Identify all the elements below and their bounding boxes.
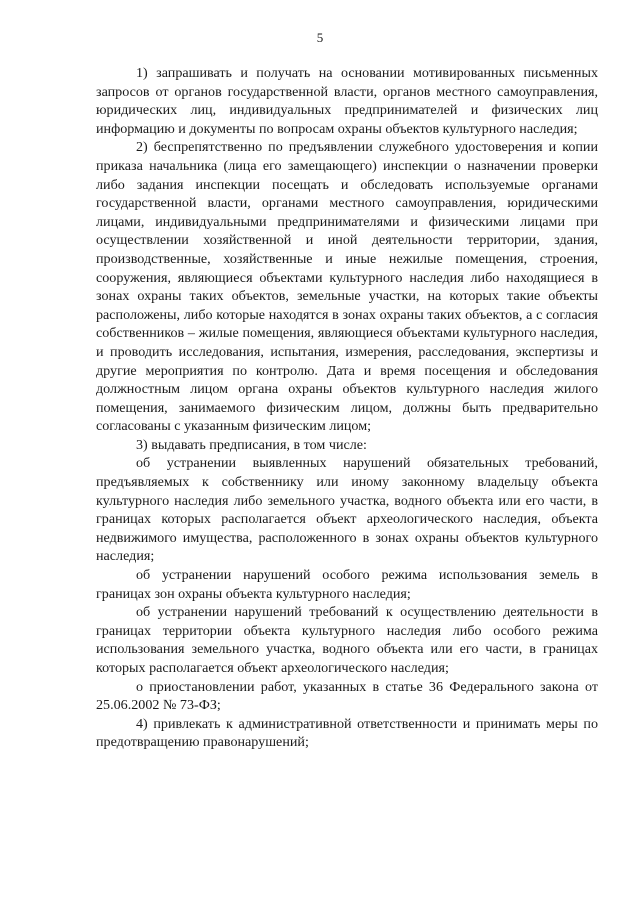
paragraph-order-land-use-regime: об устранении нарушений особого режима использования земель в границах зон охраны объекта культурного наследия; (96, 567, 598, 602)
paragraph-item-3-issue-orders: 3) выдавать предписания, в том числе: (136, 436, 367, 453)
paragraph-order-suspend-works: о приостановлении работ, указанных в статье 36 Федерального закона от 25.06.2002 № 73-ФЗ; (96, 678, 598, 714)
paragraph-item-2-inspect-premises: 2) беспрепятственно по предъявлении служебного удостоверения и копии приказа начальника (лица его замещающего) инспекции о назначении проверки либо задания инспекции посещать и обследовать используемые органами государственной власти, органами местного самоуправления, юридическими лицами, индивидуальными предпринимателями и физическими лицами при осуществлении хозяйственной и иной деятельности территории, здания, производственные, хозяйственные и иные нежилые помещения, строения, сооружения, являющиеся объектами культурного наследия либо находящиеся в зонах охраны таких объектов, земельные участки, на которых такие объекты расположены, либо которые находятся в зонах охраны таких объектов, а с согласия собственников – жилые помещения, являющиеся объектами культурного наследия, и проводить исследования, испытания, измерения, расследования, экспертизы и другие мероприятия по контролю. Дата и время посещения и обследования должностным лицом органа охраны объектов культурного наследия жилого помещения, занимаемого физическим лицом, должны быть предварительно согласованы с указанным физическим лицом; (96, 139, 598, 435)
document-body (96, 64, 598, 752)
paragraph-item-4-administrative-liability: 4) привлекать к административной ответственности и принимать меры по предотвращению правонарушений; (96, 715, 598, 751)
page-number: 5 (316, 30, 324, 45)
paragraph-order-activity-requirements: об устранении нарушений требований к осуществлению деятельности в границах территории объекта культурного наследия либо особого режима использования земельного участка, водного объекта или его части, в границах которых располагается объект археологического наследия; (96, 604, 598, 676)
paragraph-order-eliminate-violations: об устранении выявленных нарушений обязательных требований, предъявляемых к собственнику или иному законному владельцу объекта культурного наследия либо земельного участка, водного объекта или его части, в границах которых располагается объект археологического наследия, объекта недвижимого имущества, расположенного в зонах охраны объектов культурного наследия; (96, 455, 598, 565)
paragraph-item-1-request-information: 1) запрашивать и получать на основании мотивированных письменных запросов от органов государственной власти, органов местного самоуправления, юридических лиц, индивидуальных предпринимателей и физических лиц информацию и документы по вопросам охраны объектов культурного наследия; (96, 65, 598, 137)
